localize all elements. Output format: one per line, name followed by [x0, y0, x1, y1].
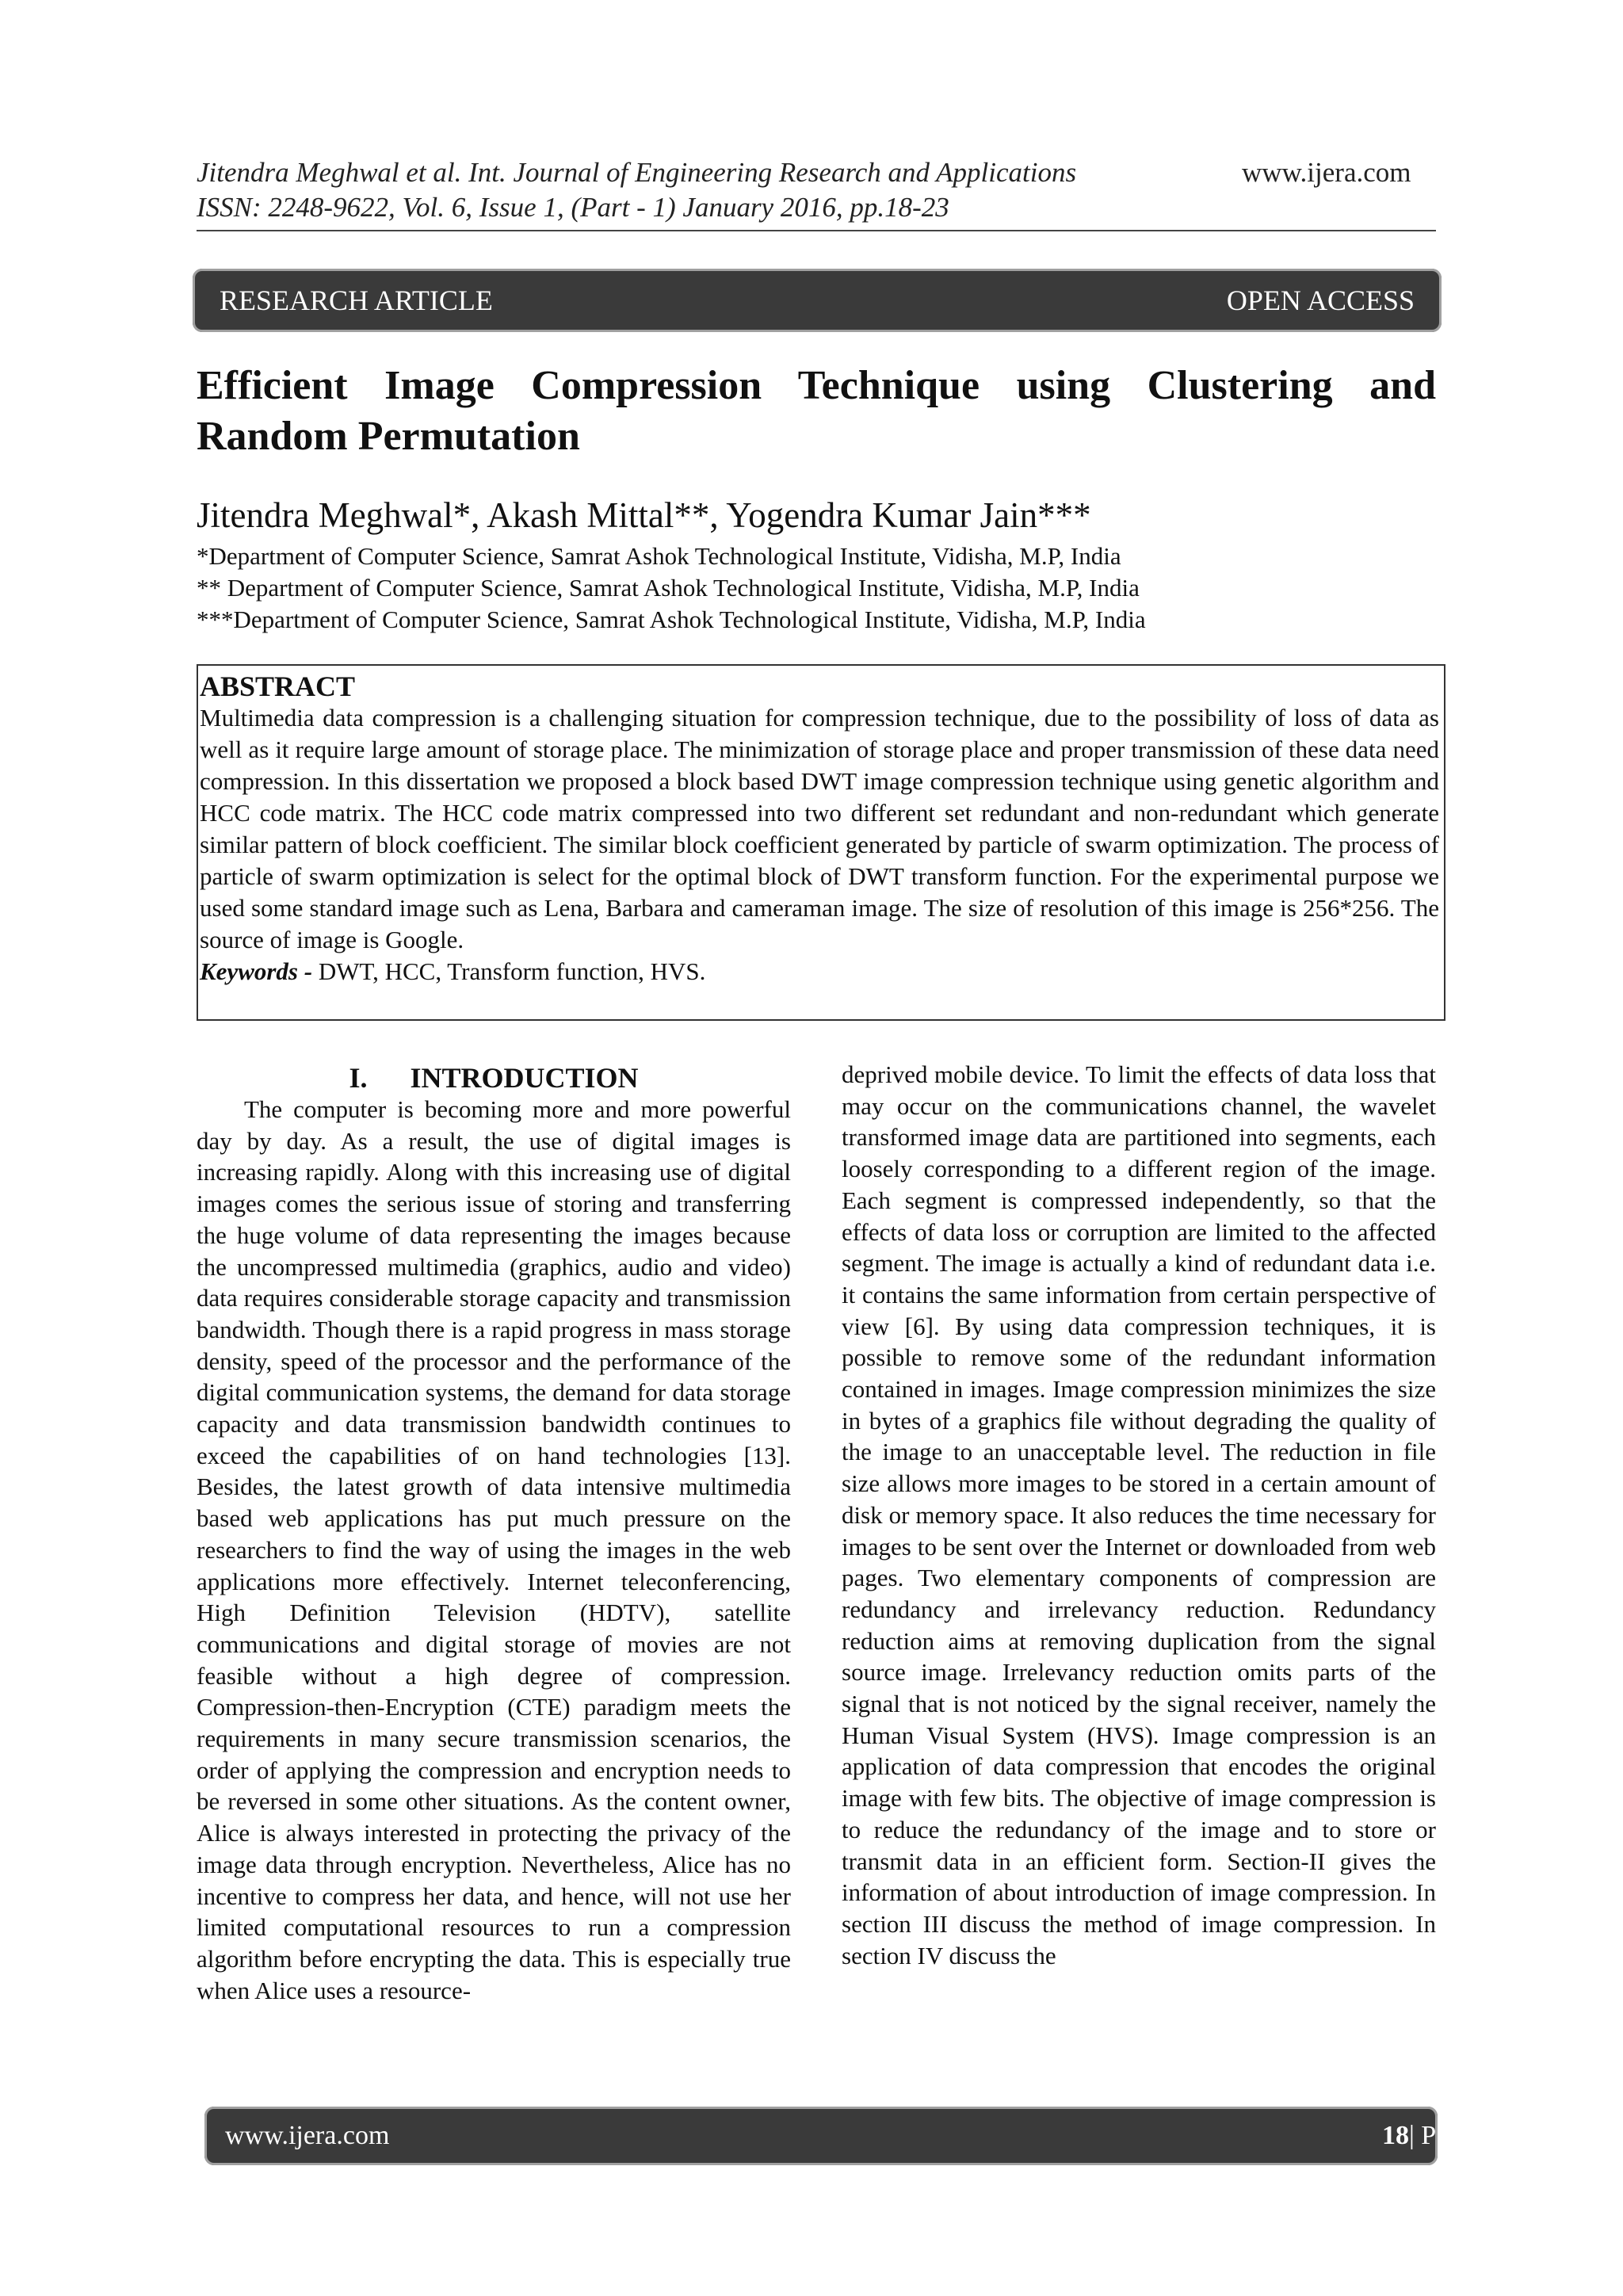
affiliation-3: ***Department of Computer Science, Samrat Ashok Technological Institute, Vidisha, M.P, India [197, 606, 1146, 633]
page-footer [204, 2107, 1493, 2165]
abstract-text: Multimedia data compression is a challenging situation for compression technique, due to the possibility of loss of data as well as it require large amount of storage place. The minimization of storage place and proper transmission of these data need compression. In this dissertation we proposed a block based DWT image compression technique using genetic algorithm and HCC code matrix. The HCC code matrix compressed into two different set redundant and non-redundant which generate similar pattern of block coefficient. The similar block coefficient generated by particle of swarm optimization. The process of particle of swarm optimization is select for the optimal block of DWT transform function. For the experimental purpose we used some standard image such as Lena, Barbara and cameraman image. The size of resolution of this image is 256*256. The source of image is Google. [200, 704, 1439, 953]
keywords-line [200, 956, 1439, 988]
header-url-link[interactable]: www.ijera.com [1242, 157, 1411, 188]
abstract-box [197, 664, 1445, 1021]
left-column [197, 1062, 791, 2006]
research-article-label: RESEARCH ARTICLE [220, 285, 493, 316]
page-number-value: 18 [1382, 2121, 1409, 2150]
journal-header-line: Jitendra Meghwal et al. Int. Journal of Engineering Research and Applications [197, 157, 1077, 188]
introduction-paragraph-left: The computer is becoming more and more powerful day by day. As a result, the use of digital images is increasing rapidly. Along with this increasing use of digital images comes the serious issue of storing and transferring the huge volume of data representing the images because the uncompressed multimedia (graphics, audio and video) data requires considerable storage capacity and transmission bandwidth. Though there is a rapid progress in mass storage density, speed of the processor and the performance of the digital communication systems, the demand for data storage capacity and data transmission bandwidth continues to exceed the capabilities of on hand technologies [13]. Besides, the latest growth of data intensive multimedia based web applications has put much pressure on the researchers to find the way of using the images in the web applications more effectively. Internet teleconferencing, High Definition Television (HDTV), satellite communications and digital storage of movies are not feasible without a high degree of compression. Compression-then-Encryption (CTE) paradigm meets the requirements in many secure transmission scenarios, the order of applying the compression and encryption needs to be reversed in some other situations. As the content owner, Alice is always interested in protecting the privacy of the image data through encryption. Nevertheless, Alice has no incentive to compress her data, and hence, will not use her limited computational resources to run a compression algorithm before encrypting the data. This is especially true when Alice uses a resource- [197, 1095, 791, 2004]
affiliation-2: ** Department of Computer Science, Samrat Ashok Technological Institute, Vidisha, M.P, India [197, 574, 1140, 602]
issn-header-line: ISSN: 2248-9622, Vol. 6, Issue 1, (Part - 1) January 2016, pp.18-23 [197, 192, 949, 223]
author-list: Jitendra Meghwal*, Akash Mittal**, Yogendra Kumar Jain*** [197, 495, 1091, 535]
footer-url-link[interactable]: www.ijera.com [225, 2121, 390, 2150]
introduction-heading: I. INTRODUCTION [349, 1062, 639, 1094]
keywords-label: Keywords - [200, 957, 313, 985]
page-number [1382, 2118, 1493, 2153]
paper-title: Efficient Image Compression Technique using Clustering and Random Permutation [197, 363, 1436, 459]
right-column [842, 1059, 1436, 1971]
abstract-heading: ABSTRACT [200, 670, 356, 702]
header-rule [197, 230, 1436, 231]
open-access-label: OPEN ACCESS [1226, 285, 1415, 316]
page-label: | P a g e [1409, 2121, 1493, 2150]
affiliation-1: *Department of Computer Science, Samrat Ashok Technological Institute, Vidisha, M.P, India [197, 542, 1121, 570]
article-type-banner [193, 269, 1442, 332]
introduction-paragraph-right: deprived mobile device. To limit the effects of data loss that may occur on the communications channel, the wavelet transformed image data are partitioned into segments, each loosely corresponding to a different region of the image. Each segment is compressed independently, so that the effects of data loss or corruption are limited to the affected segment. The image is actually a kind of redundant data i.e. it contains the same information from certain perspective of view [6]. By using data compression techniques, it is possible to remove some of the redundant information contained in images. Image compression minimizes the size in bytes of a graphics file without degrading the quality of the image to an unacceptable level. The reduction in file size allows more images to be stored in a certain amount of disk or memory space. It also reduces the time necessary for images to be sent over the Internet or downloaded from web pages. Two elementary components of compression are redundancy and irrelevancy reduction. Redundancy reduction aims at removing duplication from the signal source image. Irrelevancy reduction omits parts of the signal that is not noticed by the signal receiver, namely the Human Visual System (HVS). Image compression is an application of data compression that encodes the original image with few bits. The objective of image compression is to reduce the redundancy of the image and to store or transmit data in an efficient form. Section-II gives the information of about introduction of image compression. In section III discuss the method of image compression. In section IV discuss the [842, 1060, 1436, 1969]
keywords-list: DWT, HCC, Transform function, HVS. [312, 957, 706, 985]
